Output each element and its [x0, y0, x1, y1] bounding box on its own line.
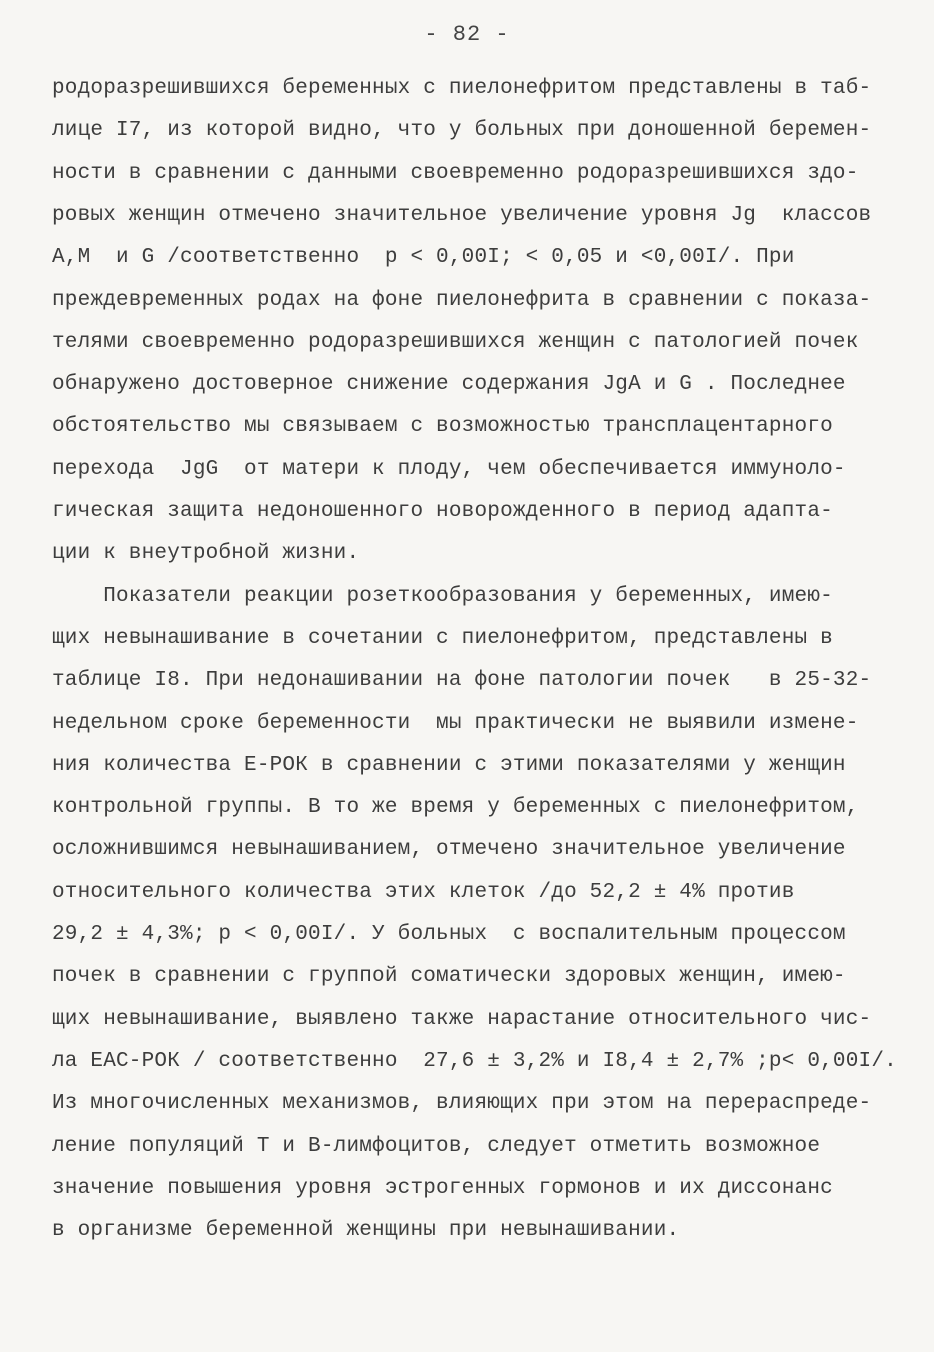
text-line: преждевременных родах на фоне пиелонефрита в сравнении с показа- [52, 288, 872, 312]
text-line: недельном сроке беременности мы практически не выявили измене- [52, 711, 859, 735]
text-line: телями своевременно родоразрешившихся женщин с патологией почек [52, 330, 859, 354]
text-line: перехода JgG от матери к плоду, чем обеспечивается иммуноло- [52, 457, 846, 481]
text-line: обстоятельство мы связываем с возможностью трансплацентарного [52, 415, 833, 439]
page-number: - 82 - [424, 22, 510, 47]
text-line: ности в сравнении с данными своевременно родоразрешившихся здо- [52, 161, 859, 185]
text-line: Из многочисленных механизмов, влияющих при этом на перераспреде- [52, 1092, 872, 1116]
text-line: ровых женщин отмечено значительное увеличение уровня Jg классов [52, 203, 872, 227]
text-line: обнаружено достоверное снижение содержания JgA и G . Последнее [52, 373, 846, 397]
text-line: ла ЕАС-РОК / соответственно 27,6 ± 3,2% и I8,4 ± 2,7% ;p< 0,00I/. [52, 1049, 897, 1073]
text-line: Показатели реакции розеткообразования у беременных, имею- [52, 584, 833, 608]
text-line: ление популяций Т и В-лимфоцитов, следует отметить возможное [52, 1134, 821, 1158]
text-line: относительного количества этих клеток /до 52,2 ± 4% против [52, 880, 795, 904]
text-line: 29,2 ± 4,3%; p < 0,00I/. У больных с воспалительным процессом [52, 923, 846, 946]
text-line: гическая защита недоношенного новорожденного в период адапта- [52, 500, 833, 523]
text-line: в организме беременной женщины при невынашивании. [52, 1219, 680, 1243]
text-line: ции к внеутробной жизни. [52, 542, 360, 566]
text-line: щих невынашивание, выявлено также нарастание относительного чис- [52, 1007, 872, 1031]
text-line: таблице I8. При недонашивании на фоне патологии почек в 25-32- [52, 669, 872, 693]
text-line: значение повышения уровня эстрогенных гормонов и их диссонанс [52, 1176, 833, 1200]
text-line: контрольной группы. В то же время у беременных с пиелонефритом, [52, 796, 859, 820]
text-line: А,М и G /соответственно p < 0,00I; < 0,05 и <0,00I/. При [52, 246, 795, 270]
text-line: щих невынашивание в сочетании с пиелонефритом, представлены в [52, 626, 833, 650]
text-line: осложнившимся невынашиванием, отмечено значительное увеличение [52, 838, 846, 862]
text-line: лице I7, из которой видно, что у больных при доношенной беремен- [52, 119, 872, 143]
text-line: родоразрешившихся беременных с пиелонефритом представлены в таб- [52, 77, 872, 100]
text-line: ния количества Е-РОК в сравнении с этими показателями у женщин [52, 753, 846, 777]
text-line: почек в сравнении с группой соматически здоровых женщин, имею- [52, 965, 846, 989]
